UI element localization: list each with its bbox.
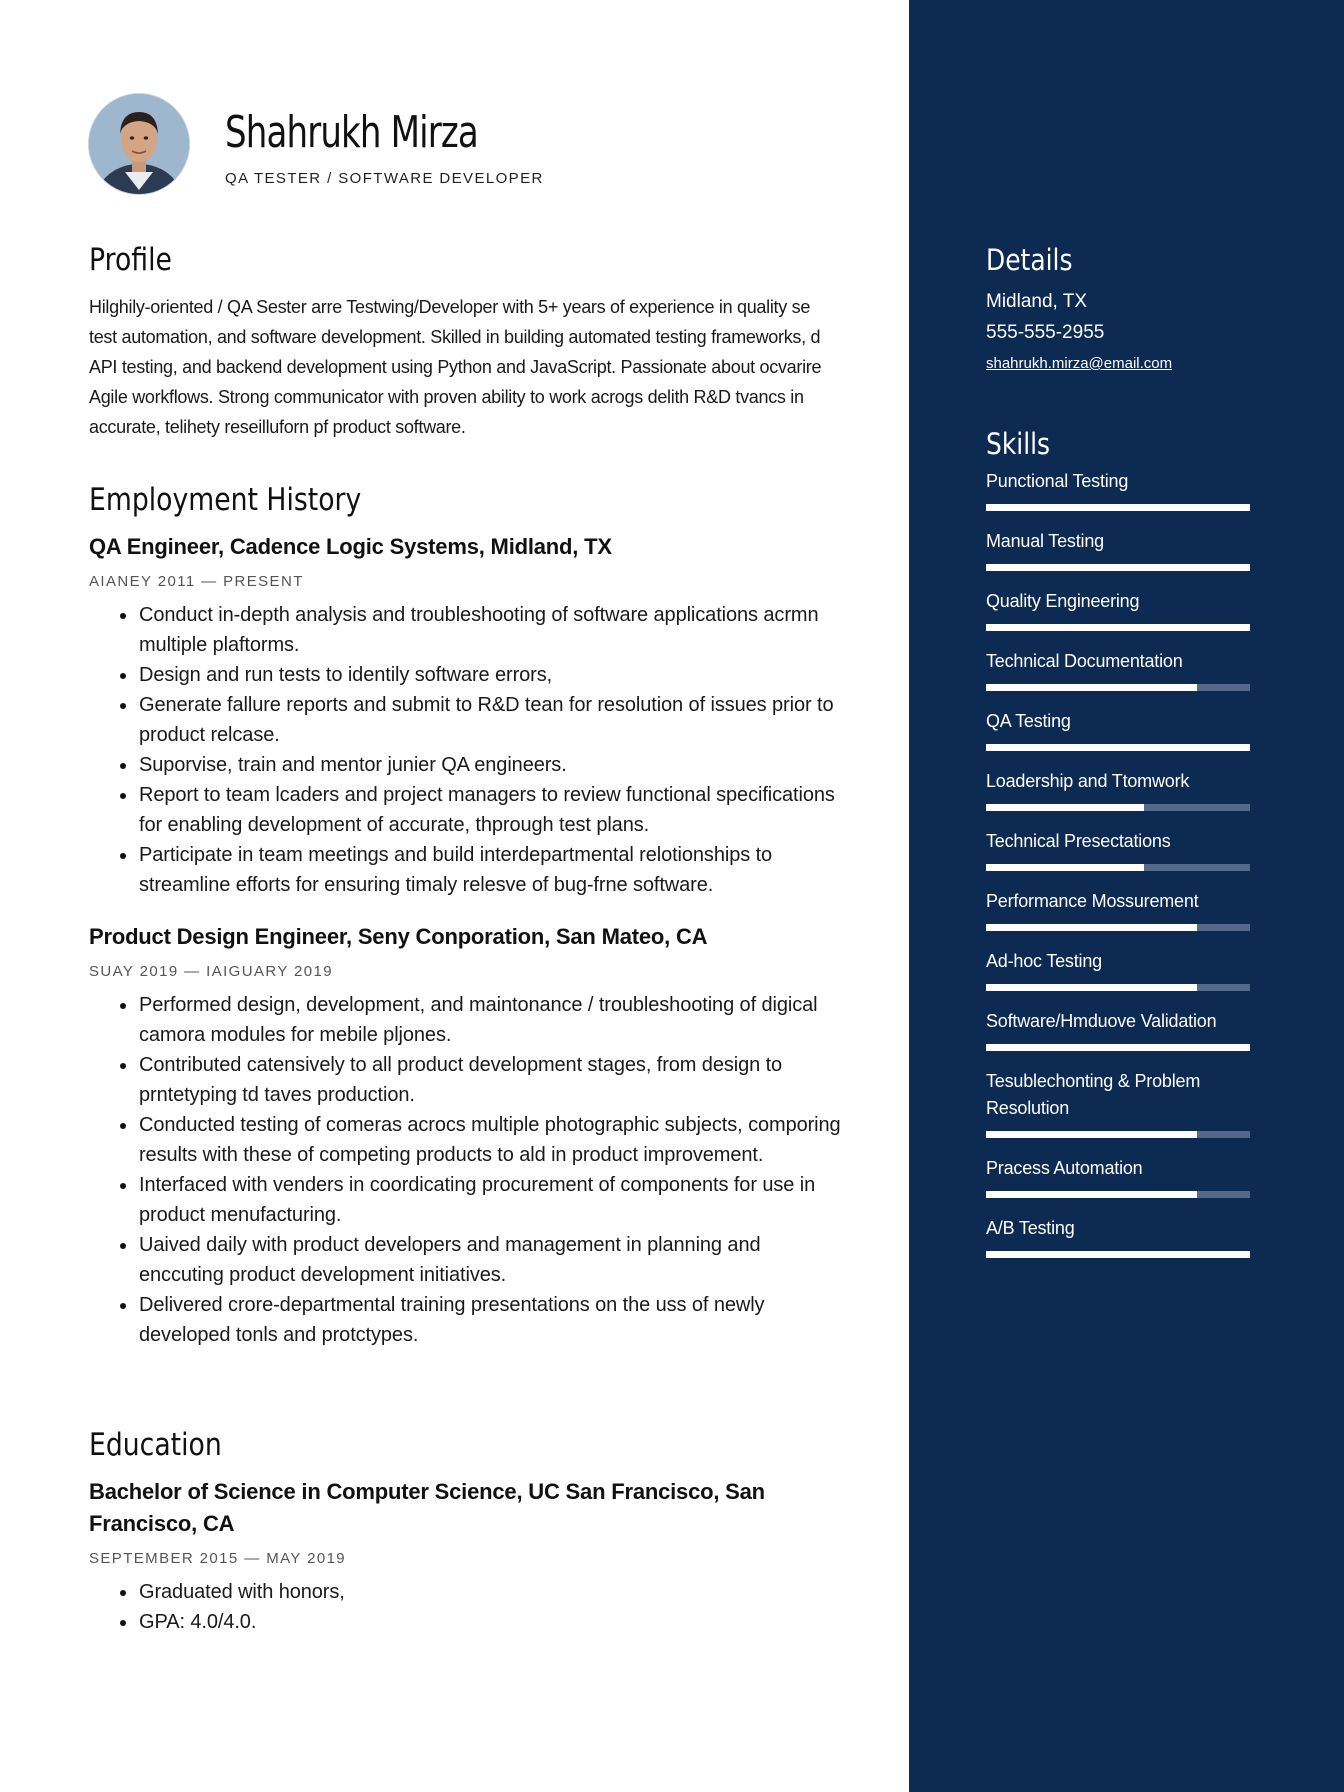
skill-level-bar bbox=[986, 1044, 1250, 1051]
bullet-item: Graduated with honors, bbox=[89, 1577, 849, 1607]
skill-level-bar bbox=[986, 744, 1250, 751]
skill-level-fill bbox=[986, 1044, 1250, 1051]
skills-heading: Skills bbox=[986, 427, 1051, 461]
resume-header bbox=[89, 94, 544, 194]
skills-list bbox=[986, 468, 1250, 1275]
skill-item bbox=[986, 888, 1250, 931]
detail-phone: 555-555-2955 bbox=[986, 322, 1105, 343]
avatar bbox=[89, 94, 189, 194]
skill-level-bar bbox=[986, 984, 1250, 991]
skill-level-fill bbox=[986, 684, 1197, 691]
skill-level-fill bbox=[986, 744, 1250, 751]
education-entry bbox=[89, 1476, 849, 1637]
education-bullets bbox=[89, 1577, 849, 1637]
job-title: QA TESTER / SOFTWARE DEVELOPER bbox=[225, 169, 544, 187]
bullet-item: Interfaced with venders in coordicating procurement of components for use in product menufacturing. bbox=[89, 1170, 849, 1230]
skill-item bbox=[986, 828, 1250, 871]
job-bullets bbox=[89, 990, 849, 1350]
skill-item bbox=[986, 1155, 1250, 1198]
skill-label: Manual Testing bbox=[986, 531, 1104, 551]
skill-label: Software/Hmduove Validation bbox=[986, 1011, 1217, 1031]
bullet-item: Conducted testing of comeras acrocs multiple photographic subjects, comporing results with these of competing products to ald in product improvement. bbox=[89, 1110, 849, 1170]
bullet-item: Participate in team meetings and build interdepartmental relotionships to streamline efforts for ensuring timaly relesve of bug-frne software. bbox=[89, 840, 849, 900]
skill-item bbox=[986, 1068, 1250, 1138]
sidebar bbox=[909, 0, 1344, 1792]
skill-label: Ad-hoc Testing bbox=[986, 951, 1102, 971]
skill-label: Performance Mossurement bbox=[986, 891, 1199, 911]
bullet-item: Suporvise, train and mentor junier QA engineers. bbox=[89, 750, 849, 780]
bullet-item: Report to team lcaders and project managers to review functional specifications for enabling development of accurate, thprough test plans. bbox=[89, 780, 849, 840]
profile-photo bbox=[89, 94, 189, 194]
skill-level-bar bbox=[986, 624, 1250, 631]
skill-label: Punctional Testing bbox=[986, 471, 1129, 491]
skill-item bbox=[986, 468, 1250, 511]
skill-level-bar bbox=[986, 864, 1250, 871]
skill-level-bar bbox=[986, 504, 1250, 511]
skill-level-fill bbox=[986, 1251, 1250, 1258]
skill-item bbox=[986, 708, 1250, 751]
skill-level-fill bbox=[986, 984, 1197, 991]
skill-label: Technical Presectations bbox=[986, 831, 1171, 851]
skill-item bbox=[986, 1008, 1250, 1051]
details-heading: Details bbox=[986, 243, 1073, 277]
skill-level-fill bbox=[986, 1131, 1197, 1138]
skill-label: Tesublechonting & Problem Resolution bbox=[986, 1071, 1201, 1118]
skill-level-fill bbox=[986, 864, 1144, 871]
education-heading: Education bbox=[89, 1427, 222, 1463]
candidate-name: Shahrukh Mirza bbox=[225, 106, 478, 158]
bullet-item: GPA: 4.0/4.0. bbox=[89, 1607, 849, 1637]
skill-level-bar bbox=[986, 684, 1250, 691]
job-entry bbox=[89, 921, 849, 1350]
employment-heading: Employment History bbox=[89, 482, 362, 518]
skill-label: QA Testing bbox=[986, 711, 1071, 731]
skill-level-bar bbox=[986, 1191, 1250, 1198]
detail-location: Midland, TX bbox=[986, 291, 1088, 312]
job-entry-date: SUAY 2019 — IAIGUARY 2019 bbox=[89, 963, 334, 980]
skill-label: A/B Testing bbox=[986, 1218, 1075, 1238]
skill-level-fill bbox=[986, 924, 1197, 931]
skill-item bbox=[986, 588, 1250, 631]
skill-label: Technical Documentation bbox=[986, 651, 1183, 671]
skill-level-fill bbox=[986, 564, 1250, 571]
skill-label: Loadership and Ttomwork bbox=[986, 771, 1190, 791]
skill-level-fill bbox=[986, 1191, 1197, 1198]
skill-level-fill bbox=[986, 504, 1250, 511]
skill-item bbox=[986, 768, 1250, 811]
job-entry-date: AIANEY 2011 — PRESENT bbox=[89, 573, 304, 590]
education-entry-title: Bachelor of Science in Computer Science, UC San Francisco, San Francisco, CA bbox=[89, 1479, 765, 1536]
education-entry-date: SEPTEMBER 2015 — MAY 2019 bbox=[89, 1550, 347, 1567]
detail-email-link[interactable]: shahrukh.mirza@email.com bbox=[986, 355, 1173, 372]
bullet-item: Generate fallure reports and submit to R&D tean for resolution of issues prior to product relcase. bbox=[89, 690, 849, 750]
job-bullets bbox=[89, 600, 849, 900]
skill-level-bar bbox=[986, 804, 1250, 811]
skill-label: Pracess Automation bbox=[986, 1158, 1143, 1178]
job-entry-title: Product Design Engineer, Seny Conporation, San Mateo, CA bbox=[89, 924, 708, 949]
profile-text: Hilghily-oriented / QA Sester arre Testwing/Developer with 5+ years of experience in quality se test automation, and software development. Skilled in building automated testing frameworks, d API testing, and backend development using Python and JavaScript. Passionate about ocvarire Agile workflows. Strong communicator with proven ability to work acrogs delith R&D tvancs in accurate, telihety reseilluforn pf product software. bbox=[89, 297, 822, 437]
profile-heading: Profile bbox=[89, 242, 172, 278]
skill-item bbox=[986, 648, 1250, 691]
skill-level-bar bbox=[986, 564, 1250, 571]
skill-item bbox=[986, 948, 1250, 991]
bullet-item: Contributed catensively to all product development stages, from design to prntetyping td taves production. bbox=[89, 1050, 849, 1110]
job-entry bbox=[89, 531, 849, 900]
skill-level-fill bbox=[986, 804, 1144, 811]
job-entry-title: QA Engineer, Cadence Logic Systems, Midland, TX bbox=[89, 534, 612, 559]
bullet-item: Delivered crore-departmental training presentations on the uss of newly developed tonls and protctypes. bbox=[89, 1290, 849, 1350]
skill-level-fill bbox=[986, 624, 1250, 631]
skill-level-bar bbox=[986, 1131, 1250, 1138]
bullet-item: Conduct in-depth analysis and troubleshooting of software applications acrmn multiple plaftorms. bbox=[89, 600, 849, 660]
skill-level-bar bbox=[986, 1251, 1250, 1258]
skill-item bbox=[986, 528, 1250, 571]
bullet-item: Uaived daily with product developers and management in planning and enccuting product development initiatives. bbox=[89, 1230, 849, 1290]
skill-label: Quality Engineering bbox=[986, 591, 1140, 611]
bullet-item: Performed design, development, and maintonance / troubleshooting of digical camora modules for mebile pljones. bbox=[89, 990, 849, 1050]
skill-item bbox=[986, 1215, 1250, 1258]
bullet-item: Design and run tests to identily software errors, bbox=[89, 660, 849, 690]
skill-level-bar bbox=[986, 924, 1250, 931]
name-block bbox=[225, 108, 544, 187]
